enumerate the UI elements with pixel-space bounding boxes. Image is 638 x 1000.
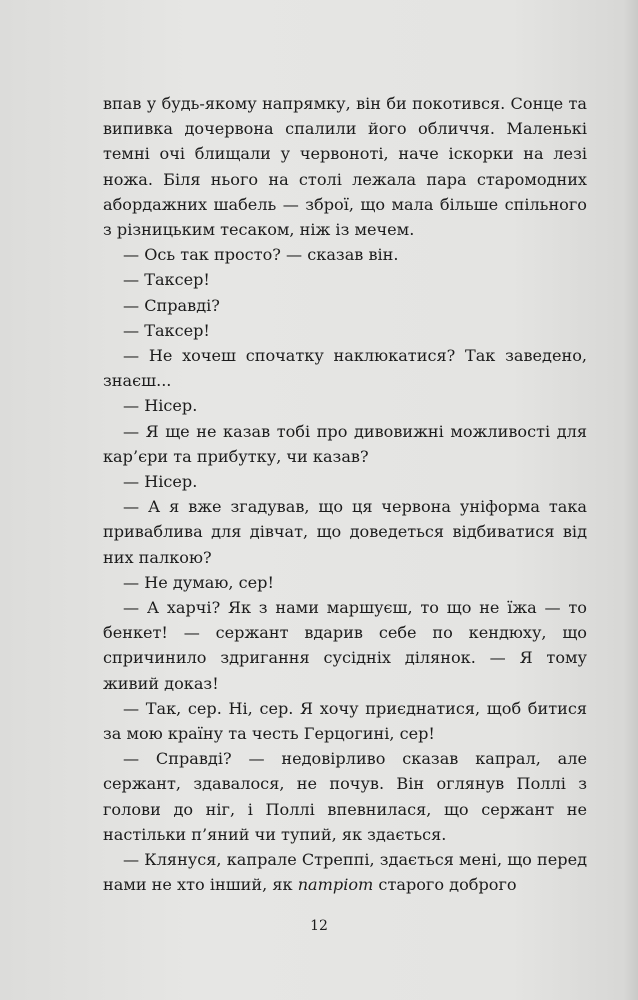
page-number: 12 — [310, 918, 328, 934]
paragraph: впав у будь-якому напрямку, він би покотився. Сонце та випивка дочервона спалили його обличчя. Маленькі темні очі блищали у червоноті, наче іскорки на лезі ножа. Біля нього на столі лежала пара старомодних абордажних шабель — зброї, що мала більше спільного з різницьким тесаком, ніж із мечем. — [103, 94, 587, 240]
last-paragraph — [103, 847, 587, 897]
paragraph: — А я вже згадував, що ця червона уніформа така приваблива для дівчат, що доведеться відбиватися від них палкою? — [103, 497, 587, 567]
last-paragraph-end: старого доброго — [373, 875, 517, 895]
last-paragraph-start: — Клянуся, капрале Стреппі, здається мені, що перед нами не хто інший, як — [103, 850, 587, 895]
paragraph: — Справді? — [123, 295, 220, 315]
paragraph: — А харчі? Як з нами маршуєш, то що не їжа — то бенкет! — сержант вдарив себе по кендюху, що спричинило здригання сусідніх ділянок. — Я тому живий доказ! — [103, 598, 587, 693]
paragraph: — Таксер! — [123, 270, 210, 290]
paragraph: — Нісер. — [123, 396, 198, 416]
paragraph: — Таксер! — [123, 320, 210, 340]
body-text — [103, 91, 587, 898]
paragraph: — Ось так просто? — сказав він. — [123, 245, 399, 265]
emphasis-word: патріот — [297, 875, 374, 895]
paragraph: — Не думаю, сер! — [123, 572, 274, 592]
page-edge-shadow — [624, 0, 638, 1000]
paragraph: — Нісер. — [123, 472, 198, 492]
paragraph: — Не хочеш спочатку наклюкатися? Так заведено, знаєш... — [103, 346, 587, 391]
paragraph: — Справді? — недовірливо сказав капрал, але сержант, здавалося, не почув. Він оглянув Поллі з голови до ніг, і Поллі впевнилася, що сержант не настільки п’яний чи тупий, як здається. — [103, 749, 587, 844]
paragraph: — Так, сер. Ні, сер. Я хочу приєднатися, щоб битися за мою країну та честь Герцогині, сер! — [103, 698, 587, 744]
paragraph: — Я ще не казав тобі про дивовижні можливості для кар’єри та прибутку, чи казав? — [103, 421, 587, 466]
